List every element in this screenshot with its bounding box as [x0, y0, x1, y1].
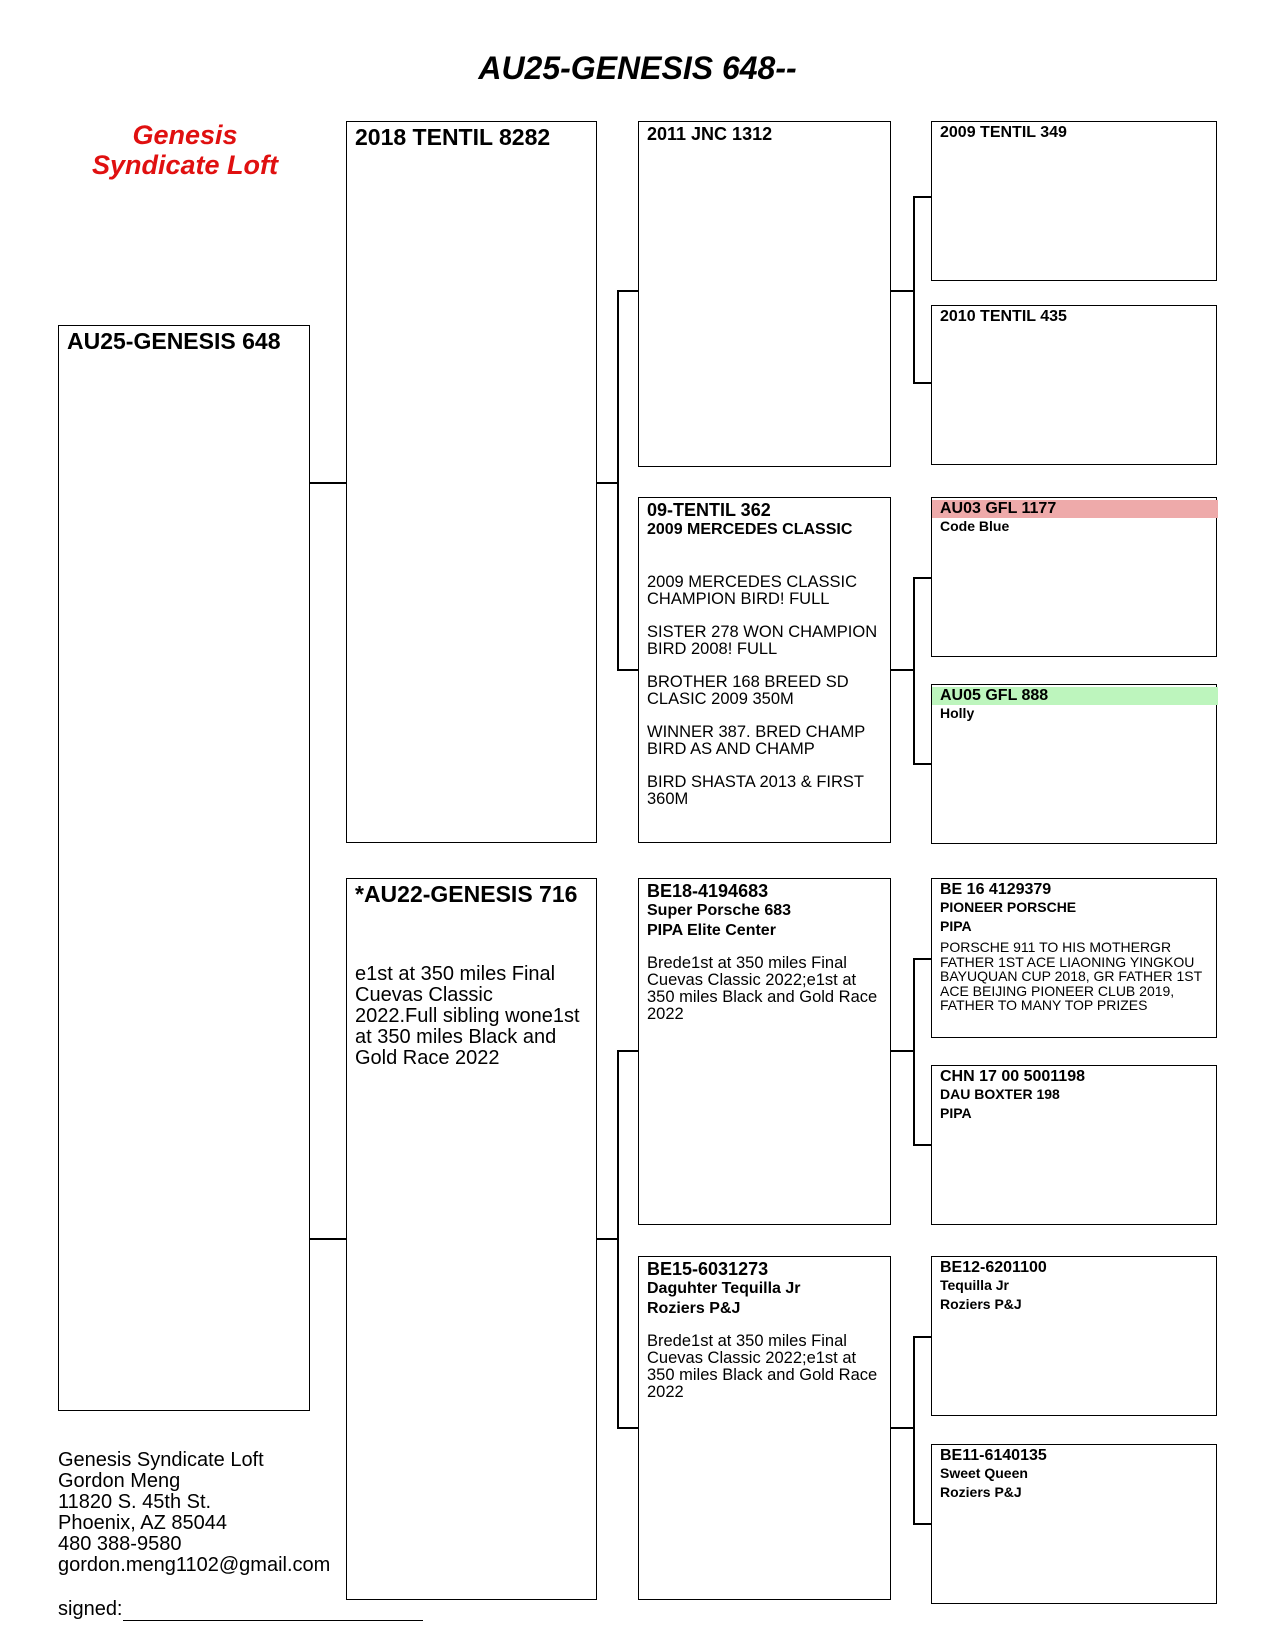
sire-sire-box [638, 121, 891, 467]
loft-name-line-1: Genesis [132, 120, 238, 150]
sds-content [940, 500, 1210, 535]
subject-id: AU25-GENESIS 648 [67, 328, 281, 354]
connector-line [617, 290, 619, 670]
connector-line [891, 669, 914, 671]
sire-id: 2018 TENTIL 8282 [355, 124, 551, 150]
connector-line [597, 1238, 618, 1240]
sdd-box [931, 684, 1217, 844]
connector-line [913, 196, 931, 198]
ddd-name: Sweet Queen [940, 1465, 1028, 1481]
sdd-id: AU05 GFL 888 [932, 687, 1218, 705]
sds-box [931, 497, 1217, 657]
connector-line [913, 763, 931, 765]
sire-dam-content [647, 500, 884, 824]
connector-line [913, 1144, 931, 1146]
subject-box [58, 325, 310, 1411]
dss-box [931, 878, 1217, 1038]
contact-block [58, 1450, 330, 1576]
connector-line [597, 482, 618, 484]
loft-name [60, 120, 310, 180]
dam-dam-content [647, 1259, 884, 1401]
dam-sire-breeder: PIPA Elite Center [647, 922, 776, 939]
connector-line [913, 577, 931, 579]
dsd-content [940, 1068, 1210, 1122]
sss-box [931, 121, 1217, 281]
dam-sire-name: Super Porsche 683 [647, 902, 792, 919]
dss-note: PORSCHE 911 TO HIS MOTHERGR FATHER 1ST ACE LIAONING YINGKOU BAYUQUAN CUP 2018, GR FATHER 1ST ACE BEIJING PIONEER CLUB 2019, FATHER TO MANY TOP PRIZES [940, 939, 1202, 1013]
dss-name: PIONEER PORSCHE [940, 899, 1077, 915]
connector-line [891, 1050, 914, 1052]
ssd-box [931, 305, 1217, 465]
pedigree-title: AU25-GENESIS 648-- [478, 50, 797, 86]
signature-row [58, 1598, 423, 1621]
connector-line [891, 1427, 914, 1429]
connector-line [617, 669, 638, 671]
contact-line: Gordon Meng [58, 1470, 181, 1492]
dam-sire-box [638, 878, 891, 1225]
dam-box [346, 878, 597, 1600]
connector-line [617, 1050, 638, 1052]
dsd-id: CHN 17 00 5001198 [940, 1068, 1085, 1085]
connector-line [310, 482, 346, 484]
dss-breeder: PIPA [940, 918, 972, 934]
sire-dam-note: BIRD SHASTA 2013 & FIRST 360M [647, 773, 864, 808]
dam-sire-id: BE18-4194683 [647, 881, 769, 901]
dam-id: *AU22-GENESIS 716 [355, 881, 578, 907]
sire-dam-name: 2009 MERCEDES CLASSIC [647, 521, 853, 538]
ssd-id: 2010 TENTIL 435 [940, 308, 1067, 325]
dsd-box [931, 1065, 1217, 1225]
dds-box [931, 1256, 1217, 1416]
dam-dam-box [638, 1256, 891, 1600]
sds-id: AU03 GFL 1177 [932, 500, 1218, 518]
connector-line [913, 1336, 931, 1338]
sire-dam-note: WINNER 387. BRED CHAMP BIRD AS AND CHAMP [647, 723, 865, 758]
contact-email: gordon.meng1102@gmail.com [58, 1554, 331, 1576]
connector-line [913, 958, 915, 1145]
connector-line [891, 290, 914, 292]
dam-dam-id: BE15-6031273 [647, 1259, 769, 1279]
dsd-name: DAU BOXTER 198 [940, 1086, 1060, 1102]
connector-line [913, 382, 931, 384]
loft-name-line-2: Syndicate Loft [91, 150, 279, 180]
connector-line [913, 1336, 915, 1524]
connector-line [913, 1523, 931, 1525]
dam-note: e1st at 350 miles Final Cuevas Classic 2022.Full sibling wone1st at 350 miles Black and Gold Race 2022 [355, 963, 580, 1069]
dds-breeder: Roziers P&J [940, 1296, 1022, 1312]
connector-line [913, 958, 931, 960]
contact-line: Phoenix, AZ 85044 [58, 1512, 228, 1534]
connector-line [617, 1050, 619, 1428]
ddd-breeder: Roziers P&J [940, 1484, 1022, 1500]
dam-sire-content [647, 881, 884, 1023]
dam-dam-breeder: Roziers P&J [647, 1300, 741, 1317]
sds-name: Code Blue [940, 518, 1010, 534]
contact-phone: 480 388-9580 [58, 1533, 182, 1555]
dds-name: Tequilla Jr [940, 1277, 1009, 1293]
sdd-content [940, 687, 1210, 722]
connector-line [310, 1238, 346, 1240]
contact-line: Genesis Syndicate Loft [58, 1449, 264, 1471]
connector-line [913, 196, 915, 383]
dam-dam-note: Brede1st at 350 miles Final Cuevas Classic 2022;e1st at 350 miles Black and Gold Race 2022 [647, 1332, 878, 1401]
ddd-box [931, 1444, 1217, 1604]
sire-box [346, 121, 597, 843]
sire-dam-id: 09-TENTIL 362 [647, 500, 771, 520]
contact-line: 11820 S. 45th St. [58, 1491, 212, 1513]
connector-line [913, 577, 915, 764]
signature-line [123, 1602, 423, 1621]
sire-dam-notes [647, 574, 884, 808]
sss-id: 2009 TENTIL 349 [940, 124, 1067, 141]
dsd-breeder: PIPA [940, 1105, 972, 1121]
dam-content [355, 881, 590, 1069]
sdd-name: Holly [940, 705, 975, 721]
dam-sire-note: Brede1st at 350 miles Final Cuevas Classic 2022;e1st at 350 miles Black and Gold Race 2022 [647, 954, 878, 1023]
connector-line [617, 1427, 638, 1429]
dss-id: BE 16 4129379 [940, 881, 1052, 898]
dds-id: BE12-6201100 [940, 1259, 1047, 1276]
connector-line [617, 290, 638, 292]
sire-dam-note: 2009 MERCEDES CLASSIC CHAMPION BIRD! FULL [647, 573, 857, 608]
signed-label: signed: [58, 1598, 123, 1620]
dss-content [940, 881, 1210, 1013]
sire-dam-note: BROTHER 168 BREED SD CLASIC 2009 350M [647, 673, 849, 708]
ddd-id: BE11-6140135 [940, 1447, 1047, 1464]
sire-sire-id: 2011 JNC 1312 [647, 124, 773, 144]
dam-dam-name: Daguhter Tequilla Jr [647, 1280, 801, 1297]
ddd-content [940, 1447, 1210, 1501]
sire-dam-box [638, 497, 891, 843]
sire-dam-note: SISTER 278 WON CHAMPION BIRD 2008! FULL [647, 623, 878, 658]
dds-content [940, 1259, 1210, 1313]
